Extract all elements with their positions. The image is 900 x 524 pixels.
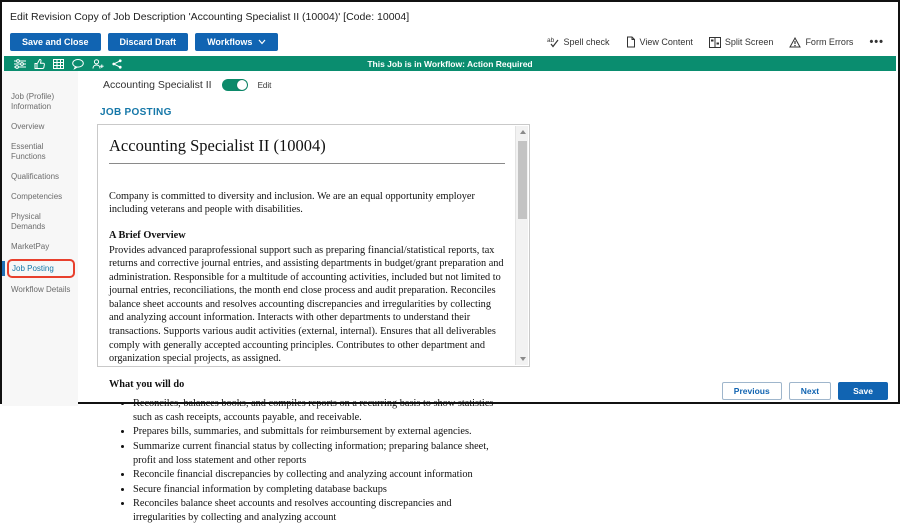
overview-block	[109, 229, 505, 366]
sidebar-item-job-profile-information[interactable]: Job (Profile) Information	[11, 92, 55, 111]
document-intro: Company is committed to diversity and inclusion. We are an equal opportunity employer including veterans and people with disabilities.	[109, 190, 475, 216]
sidebar-item-job-posting[interactable]: Job Posting	[7, 259, 75, 278]
duties-heading: What you will do	[109, 378, 185, 390]
duty-item: • Reconciles balance sheet accounts and resolves accounting discrepancies and irregularities by collecting and analyzing account	[133, 497, 505, 524]
split-screen-icon	[709, 37, 721, 48]
previous-button[interactable]: Previous	[722, 382, 782, 400]
view-content-label: View Content	[639, 37, 693, 47]
warning-triangle-icon	[789, 37, 801, 48]
section-sidebar	[2, 71, 78, 406]
split-screen-label: Split Screen	[724, 37, 774, 47]
toolbar-right	[547, 36, 891, 48]
next-button[interactable]: Next	[789, 382, 831, 400]
document-title: Accounting Specialist II (10004)	[109, 135, 505, 164]
duties-list	[133, 397, 505, 524]
form-errors-label: Form Errors	[805, 37, 854, 47]
scroll-up-arrow[interactable]	[516, 126, 529, 138]
sidebar-item-physical-demands[interactable]: Physical Demands	[11, 212, 46, 231]
toggle-knob	[237, 80, 247, 90]
sidebar-item-overview[interactable]: Overview	[11, 122, 45, 131]
document-scrollbar[interactable]	[515, 126, 528, 365]
duty-item: • Prepares bills, summaries, and submittals for reimbursement by external agencies.	[133, 425, 505, 439]
document-content	[98, 125, 529, 523]
job-header	[97, 71, 898, 91]
sidebar-item-qualifications[interactable]: Qualifications	[11, 172, 60, 181]
job-posting-document[interactable]	[97, 124, 530, 523]
scrollbar-thumb[interactable]	[518, 141, 527, 219]
workflow-status-text: This Job is in Workflow: Action Required	[367, 58, 533, 69]
sidebar-item-marketpay[interactable]: MarketPay	[11, 242, 50, 251]
svg-text:ab: ab	[546, 37, 554, 44]
sidebar-item-competencies[interactable]: Competencies	[11, 192, 63, 201]
footer-buttons	[722, 382, 888, 400]
edit-toggle[interactable]	[222, 79, 248, 91]
window-title: Edit Revision Copy of Job Description 'Accounting Specialist II (10004)' [Code: 10004]	[10, 11, 410, 23]
more-options-button[interactable]: •••	[869, 36, 884, 48]
duties-block	[109, 378, 505, 524]
spell-check-icon	[547, 36, 560, 48]
window-title-bar	[2, 2, 898, 27]
content-area	[2, 71, 898, 523]
job-title: Accounting Specialist II	[103, 79, 212, 91]
main-panel	[78, 71, 898, 523]
workflows-label: Workflows	[207, 37, 253, 47]
discard-draft-label: Discard Draft	[119, 37, 177, 47]
sidebar-item-essential-functions[interactable]: Essential Functions	[11, 142, 46, 161]
spell-check-button[interactable]	[547, 36, 610, 48]
duty-item: • Summarize current financial status by collecting information; preparing balance sheet, profit and loss statement and other reports	[133, 440, 505, 467]
active-item-indicator	[2, 261, 5, 276]
edit-toggle-label: Edit	[257, 80, 272, 90]
document-icon	[626, 36, 636, 48]
duty-item: • Secure financial information by completing database backups	[133, 483, 505, 497]
overview-text: Provides advanced paraprofessional support such as preparing financial/statistical reports, tax returns and corrective journal entries, and assisting departments in budget/grant preparation and administration. Responsible for a multitude of accounting activities, included but not limited to journal entries, reconciliations, the month end close process and audit preparation. Reconciles balance sheet accounts and resolves accounting discrepancies and irregularities by collecting and analyzing account information. Interacts with other departments to understand their transactions. Supports various audit activities (external, internal). Ensures that all deliverables comply with generally accepted accounting principles. Contributes to other department and organization special projects, as assigned.	[109, 244, 504, 365]
sidebar-item-job-posting-wrap	[2, 259, 78, 278]
save-and-close-label: Save and Close	[22, 37, 89, 47]
discard-draft-button[interactable]	[108, 33, 189, 51]
toolbar	[2, 27, 898, 56]
scroll-down-arrow[interactable]	[516, 353, 529, 365]
view-content-button[interactable]	[626, 36, 693, 48]
section-heading: JOB POSTING	[100, 107, 172, 118]
sidebar-item-workflow-details[interactable]: Workflow Details	[11, 285, 71, 294]
workflows-dropdown-button[interactable]	[195, 33, 278, 51]
split-screen-button[interactable]	[709, 37, 774, 48]
duty-item: • Reconciles, balances books, and compiles reports on a recurring basis to show statistics such as cash receipts, accounts payable, and receivable.	[133, 397, 505, 424]
toolbar-left	[10, 33, 278, 51]
document-spacer	[109, 164, 505, 190]
save-button[interactable]: Save	[838, 382, 888, 400]
spell-check-label: Spell check	[563, 37, 610, 47]
form-errors-button[interactable]	[789, 37, 853, 48]
overview-heading: A Brief Overview	[109, 229, 186, 241]
duty-item: • Reconcile financial discrepancies by collecting and analyzing account information	[133, 468, 505, 482]
save-and-close-button[interactable]	[10, 33, 101, 51]
chevron-down-icon	[258, 39, 266, 45]
workflow-banner	[4, 56, 896, 71]
